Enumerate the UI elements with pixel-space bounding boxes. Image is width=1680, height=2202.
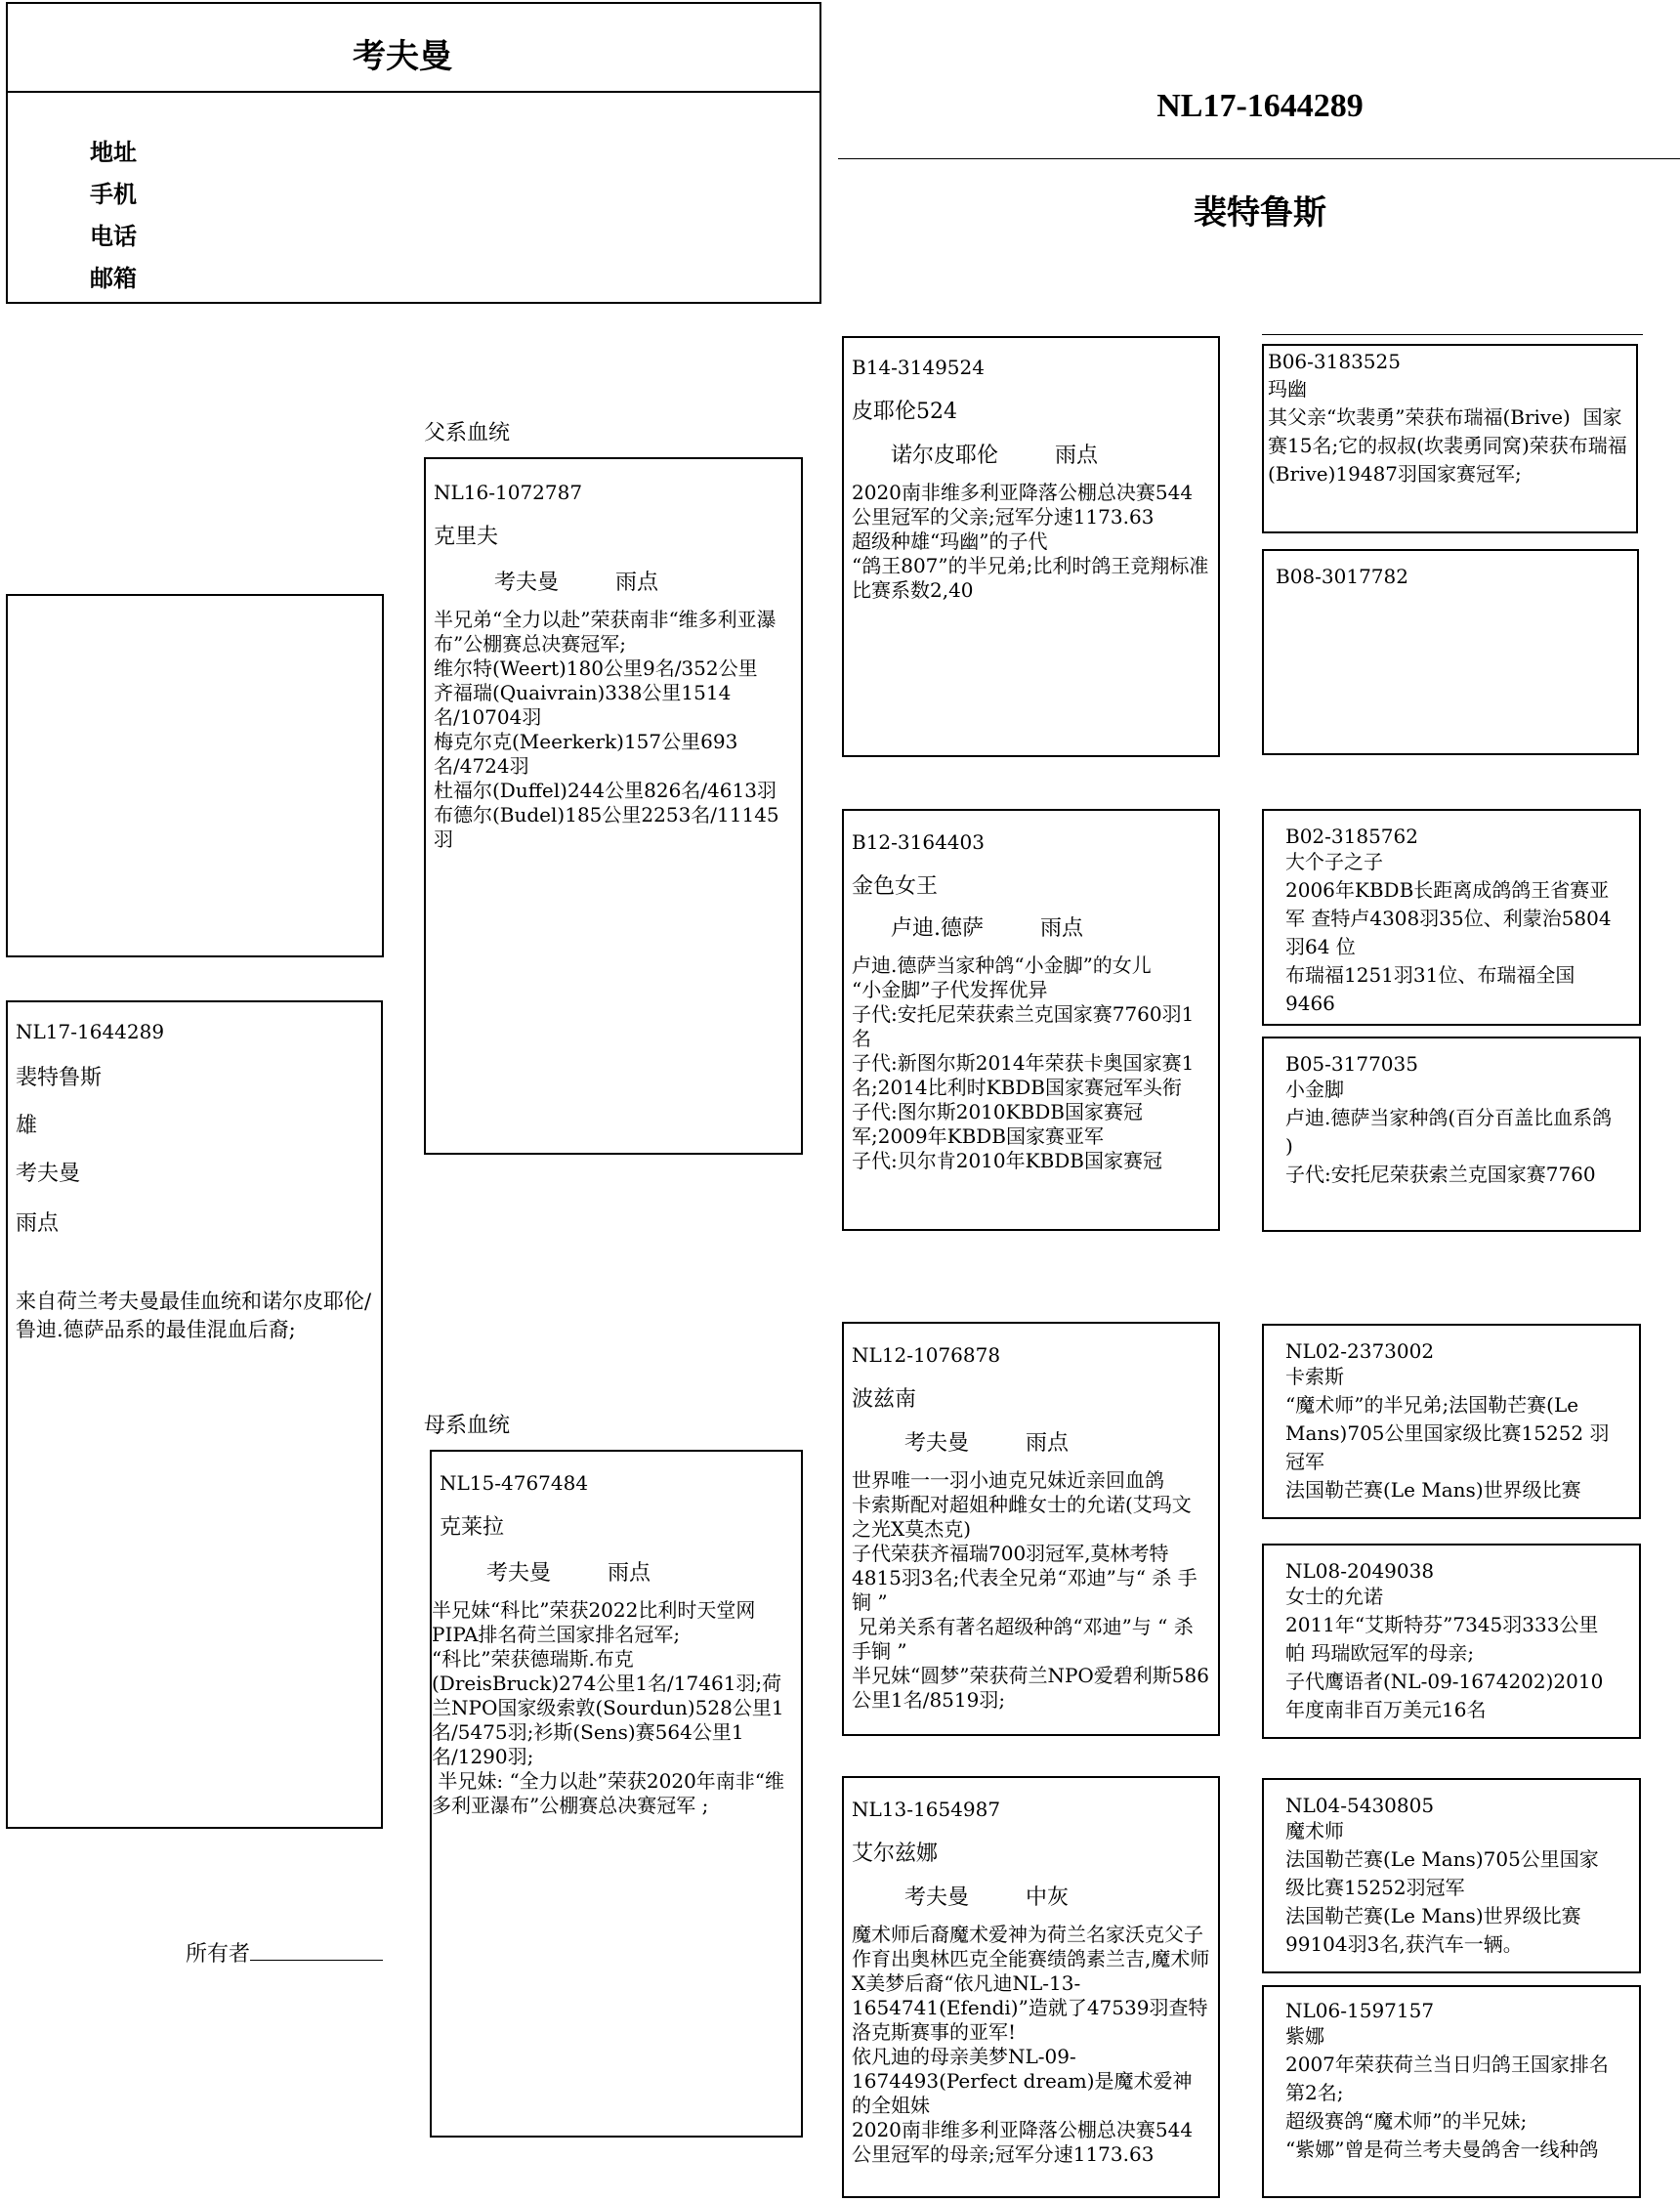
dam-breeder: 考夫曼	[486, 1561, 552, 1586]
owner-box-divider	[8, 91, 819, 93]
dam-card	[430, 1450, 803, 2138]
owner-field-mobile: 手机	[90, 181, 137, 208]
dam-dam-dam-description: 2007年荣获荷兰当日归鸽王国家排名 第2名; 超级赛鸽“魔术师”的半兄妹; “紫娜”曾是荷兰考夫曼鸽舍一线种鸽	[1285, 2053, 1609, 2161]
subject-name: 裴特鲁斯	[16, 1066, 103, 1090]
photo-placeholder	[6, 594, 384, 957]
sire-dam-dam-card	[1262, 1037, 1641, 1232]
sire-sire-description: 2020南非维多利亚降落公棚总决赛544公里冠军的父亲;冠军分速1173.63 超级种雄“玛幽”的子代 “鸽王807”的半兄弟;比利时鸽王竞翔标准比赛系数2,40	[852, 481, 1209, 602]
dam-ring: NL15-4767484	[440, 1471, 589, 1495]
sire-sire-dam-card	[1262, 549, 1639, 755]
sire-dam-sire-ring: B02-3185762	[1285, 825, 1418, 848]
owner-field-address: 地址	[90, 139, 137, 166]
sire-sire-ring: B14-3149524	[852, 356, 985, 379]
dam-dam-sire-name: 魔术师	[1285, 1819, 1344, 1842]
dam-sire-sire-ring: NL02-2373002	[1285, 1339, 1435, 1363]
dam-sire-dam-description: 2011年“艾斯特芬”7345羽333公里帕 玛瑞欧冠军的母亲; 子代鹰语者(NL-09-1674202)2010年度南非百万美元16名	[1285, 1613, 1604, 1721]
dam-dam-sire-description: 法国勒芒赛(Le Mans)705公里国家 级比赛15252羽冠军 法国勒芒赛(Le Mans)世界级比赛99104羽3名,获汽车一辆。	[1285, 1847, 1599, 1956]
sire-dam-color: 雨点	[1040, 916, 1084, 941]
sire-dam-dam-ring: B05-3177035	[1285, 1052, 1418, 1076]
dam-sire-dam-card	[1262, 1544, 1641, 1739]
sire-sire-card	[842, 336, 1220, 757]
dam-sire-breeder-color	[904, 1426, 1210, 1457]
owner-signature-line	[250, 1960, 383, 1961]
sire-sire-sire-description: 其父亲“坎裴勇”荣获布瑞福(Brive) 国家赛15名;它的叔叔(坎裴勇同窝)荣获布瑞福(Brive)19487羽国家赛冠军;	[1268, 405, 1627, 486]
dam-dam-dam-card	[1262, 1985, 1641, 2198]
sire-breeder-color	[494, 566, 793, 596]
sire-sire-sire-name: 玛幽	[1268, 377, 1307, 401]
dam-sire-dam-ring: NL08-2049038	[1285, 1559, 1435, 1583]
sire-sire-breeder-color	[891, 439, 1210, 469]
subject-breeder: 考夫曼	[16, 1162, 81, 1186]
sire-ring: NL16-1072787	[434, 481, 583, 504]
subject-sex: 雄	[16, 1114, 38, 1138]
dam-dam-breeder-color	[904, 1881, 1210, 1911]
sire-color: 雨点	[615, 571, 659, 595]
dam-name: 克莱拉	[440, 1515, 505, 1540]
sire-line-label: 父系血统	[424, 421, 511, 445]
owner-field-phone: 电话	[90, 223, 137, 250]
dam-sire-sire-name: 卡索斯	[1285, 1365, 1344, 1388]
dam-dam-card	[842, 1776, 1220, 2198]
dam-dam-sire-card	[1262, 1778, 1641, 1973]
header-pigeon-name: 裴特鲁斯	[1194, 193, 1326, 233]
dam-dam-description: 魔术师后裔魔术爱神为荷兰名家沃克父子作育出奥林匹克全能赛绩鸽素兰吉,魔术师X美梦后裔“依凡迪NL-13-1654741(Efendi)”造就了47539羽查特洛克斯赛事的亚军! 依凡迪的母亲美梦NL-09-1674493(Perfect dream)是魔术爱神的全姐妹 2020南非维多利亚降落公棚总决赛544公里冠军的母亲;冠军分速1173.63	[852, 1923, 1210, 2166]
dam-breeder-color	[486, 1556, 793, 1587]
header-ring-number: NL17-1644289	[1156, 88, 1364, 124]
header-divider	[838, 158, 1680, 159]
dam-sire-color: 雨点	[1026, 1431, 1070, 1456]
sire-dam-breeder: 卢迪.德萨	[891, 916, 984, 941]
owner-box-title: 考夫曼	[353, 37, 452, 76]
sire-breeder: 考夫曼	[494, 571, 560, 595]
dam-color: 雨点	[608, 1561, 651, 1586]
sire-dam-sire-card	[1262, 809, 1641, 1026]
sire-dam-description: 卢迪.德萨当家种鸽“小金脚”的女儿 “小金脚”子代发挥优异 子代:安托尼荣获索兰克国家赛7760羽1名 子代:新图尔斯2014年荣获卡奥国家赛1名;2014比利时KBDB国家赛冠军头衔 子代:图尔斯2010KBDB国家赛冠军;2009年KBDB国家赛亚军 子代:贝尔肯2010年KBDB国家赛冠	[852, 953, 1195, 1172]
subject-ring: NL17-1644289	[16, 1020, 165, 1043]
sire-dam-card	[842, 809, 1220, 1231]
dam-dam-dam-ring: NL06-1597157	[1285, 1999, 1435, 2022]
sire-dam-dam-name: 小金脚	[1285, 1078, 1344, 1101]
subject-pigeon-card	[6, 1000, 383, 1829]
sire-dam-ring: B12-3164403	[852, 830, 985, 854]
dam-sire-ring: NL12-1076878	[852, 1343, 1001, 1367]
sire-sire-sire-ring: B06-3183525	[1268, 350, 1401, 373]
dam-dam-dam-name: 紫娜	[1285, 2024, 1324, 2048]
dam-sire-name: 波兹南	[852, 1387, 917, 1412]
dam-dam-breeder: 考夫曼	[904, 1885, 970, 1910]
sire-dam-breeder-color	[891, 911, 1210, 942]
dam-sire-description: 世界唯一一羽小迪克兄妹近亲回血鸽 卡索斯配对超姐种雌女士的允诺(艾玛文之光X莫杰克) 子代荣获齐福瑞700羽冠军,莫林考特4815羽3名;代表全兄弟“邓迪”与“ 杀 手 锏 ” 兄弟关系有著名超级种鸽“邓迪”与 “ 杀手锏 ” 半兄妹“圆梦”荣获荷兰NPO爱碧利斯586公里1名/8519羽;	[852, 1468, 1209, 1712]
sire-sire-name: 皮耶伦524	[852, 400, 957, 424]
owner-field-email: 邮箱	[90, 265, 137, 292]
dam-sire-sire-card	[1262, 1324, 1641, 1519]
sire-name: 克里夫	[434, 525, 499, 549]
subject-color: 雨点	[16, 1211, 60, 1236]
dam-dam-name: 艾尔兹娜	[852, 1842, 939, 1866]
sire-dam-dam-description: 卢迪.德萨当家种鸽(百分百盖比血系鸽 ) 子代:安托尼荣获索兰克国家赛7760	[1285, 1106, 1613, 1186]
sire-sire-color: 雨点	[1055, 444, 1099, 468]
sire-description: 半兄弟“全力以赴”荣获南非“维多利亚瀑布”公棚赛总决赛冠军; 维尔特(Weert)180公里9名/352公里 齐福瑞(Quaivrain)338公里1514 名/10704羽 梅克尔克(Meerkerk)157公里693名/4724羽 杜福尔(Duffel)244公里826名/4613羽 布德尔(Budel)185公里2253名/11145羽	[434, 608, 779, 851]
sire-dam-sire-name: 大个子之子	[1285, 850, 1383, 873]
sire-dam-name: 金色女王	[852, 874, 939, 899]
subject-description: 来自荷兰考夫曼最佳血统和诺尔皮耶伦/鲁迪.德萨品系的最佳混血后裔;	[16, 1290, 372, 1341]
dam-sire-card	[842, 1322, 1220, 1736]
sire-sire-dam-ring: B08-3017782	[1276, 565, 1408, 588]
dam-dam-color: 中灰	[1026, 1885, 1070, 1910]
dam-description: 半兄妹“科比”荣获2022比利时天堂网PIPA排名荷兰国家排名冠军; “科比”荣获德瑞斯.布克(DreisBruck)274公里1名/17461羽;荷兰NPO国家级索敦(Sourdun)528公里1名/5475羽;衫斯(Sens)赛564公里1名/1290羽; 半兄妹: “全力以赴”荣获2020年南非“维多利亚瀑布”公棚赛总决赛冠军 ;	[432, 1598, 785, 1817]
owner-info-box	[6, 2, 821, 304]
owner-signature-label: 所有者	[186, 1942, 251, 1967]
sire-sire-sire-card	[1262, 344, 1638, 533]
dam-sire-dam-name: 女士的允诺	[1285, 1585, 1383, 1608]
dam-dam-sire-ring: NL04-5430805	[1285, 1794, 1435, 1817]
sire-sire-breeder: 诺尔皮耶伦	[891, 444, 999, 468]
dam-sire-breeder: 考夫曼	[904, 1431, 970, 1456]
sire-card	[424, 457, 803, 1155]
dam-line-label: 母系血统	[424, 1414, 511, 1438]
great-grandparents-top-rule	[1262, 334, 1643, 335]
sire-dam-sire-description: 2006年KBDB长距离成鸽鸽王省赛亚军 查特卢4308羽35位、利蒙治5804羽64 位 布瑞福1251羽31位、布瑞福全国9466	[1285, 878, 1612, 1015]
dam-sire-sire-description: “魔术师”的半兄弟;法国勒芒赛(Le Mans)705公里国家级比赛15252 羽冠军 法国勒芒赛(Le Mans)世界级比赛	[1285, 1393, 1610, 1502]
dam-dam-ring: NL13-1654987	[852, 1798, 1001, 1821]
